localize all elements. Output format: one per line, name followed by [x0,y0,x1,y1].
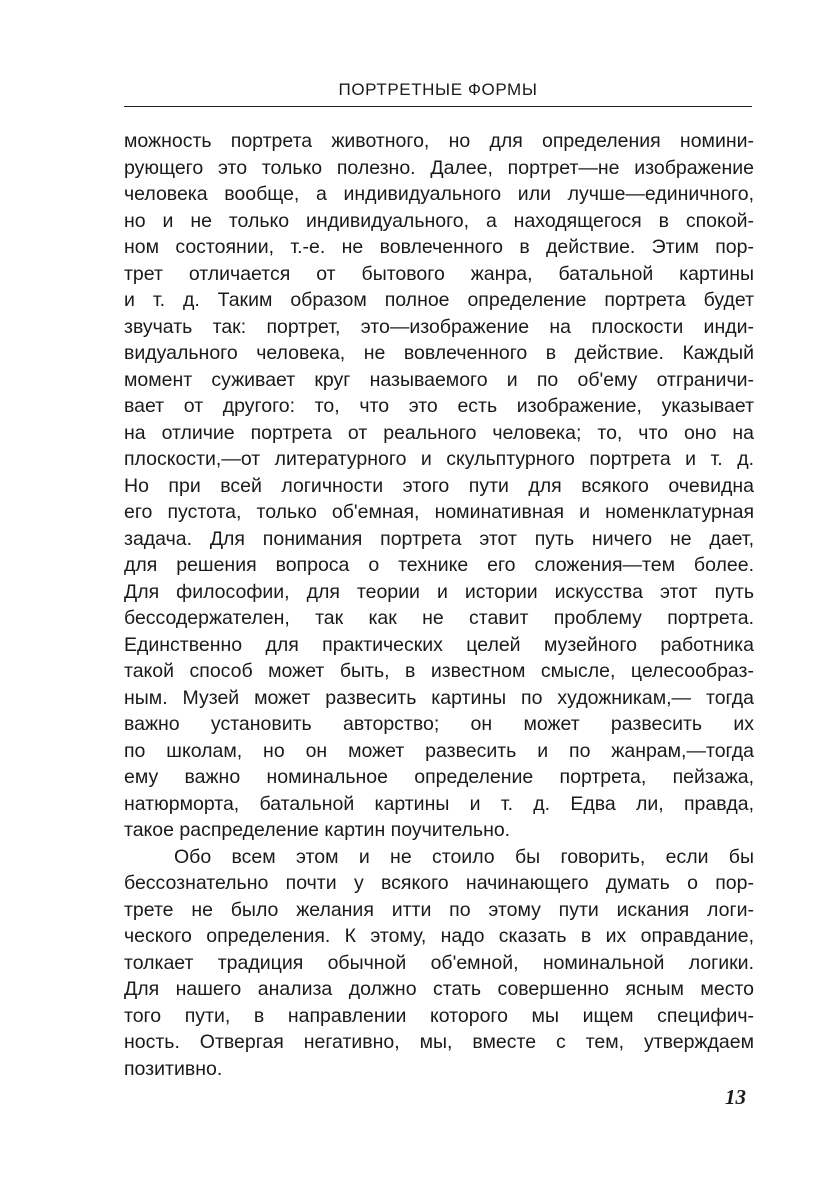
text-line: такое распределение картин поучительно. [124,819,511,841]
text-line: для решения вопроса о технике его сложения—тем более. [124,554,754,576]
text-line: по школам, но он может развесить и по жанрам,—тогда [124,739,754,762]
text-line: натюрморта, батальной картины и т. д. Едва ли, правда, [124,792,754,815]
text-line: ном состоянии, т.-е. не вовлеченного в действие. Этим пор- [124,236,754,258]
text-line: можность портрета животного, но для определения номини- [124,130,754,152]
text-line: ным. Музей может развесить картины по художникам,— тогда [124,686,754,709]
text-line: ность. Отвергая негативно, мы, вместе с тем, утверждаем [124,1031,754,1053]
text-line: Для нашего анализа должно стать совершенно ясным место [124,978,754,1000]
text-line: но и не только индивидуального, а находящегося в спокой- [124,209,754,232]
text-line: ческого определения. К этому, надо сказать в их оправдание, [124,925,754,947]
text-line: рующего это только полезно. Далее, портрет—не изображение [124,156,754,179]
header-rule [124,106,752,107]
text-line: того пути, в направлении которого мы ищем специфич- [124,1004,754,1027]
text-line: момент суживает круг называемого и по об'ему отграничи- [124,368,754,391]
text-line: трет отличается от бытового жанра, батальной картины [124,262,754,285]
text-line: звучать так: портрет, это—изображение на плоскости инди- [124,315,754,338]
body-text [124,128,754,1082]
text-line: плоскости,—от литературного и скульптурного портрета и т. д. [124,448,754,470]
text-line: его пустота, только об'емная, номинативная и номенклатурная [124,501,754,523]
text-line: вает от другого: то, что это есть изображение, указывает [124,395,754,417]
text-line: Для философии, для теории и истории искусства этот путь [124,580,754,603]
text-line: трете не было желания итти по этому пути искания логи- [124,898,754,921]
paragraph-2 [124,844,754,1083]
text-line: ему важно номинальное определение портрета, пейзажа, [124,766,754,788]
text-line: бессодержателен, так как не ставит проблему портрета. [124,607,754,629]
text-line: на отличие портрета от реального человека; то, что оно на [124,421,754,444]
text-line: и т. д. Таким образом полное определение портрета будет [124,289,754,311]
text-line: важно установить авторство; он может развесить их [124,713,754,735]
running-head-title: ПОРТРЕТНЫЕ ФОРМЫ [338,80,538,99]
text-line: бессознательно почти у всякого начинающего думать о пор- [124,872,754,894]
text-line: человека вообще, а индивидуального или лучше—единичного, [124,183,754,205]
text-line: толкает традиция обычной об'емной, номинальной логики. [124,951,754,974]
text-line: Но при всей логичности этого пути для всякого очевидна [124,474,754,497]
text-line: такой способ может быть, в известном смысле, целесообраз- [124,660,754,682]
text-line: задача. Для понимания портрета этот путь ничего не дает, [124,527,754,550]
text-line: видуального человека, не вовлеченного в действие. Каждый [124,342,754,364]
page-number: 13 [725,1085,746,1109]
text-line: Единственно для практических целей музейного работника [124,633,754,656]
paragraph-1 [124,128,754,844]
text-line: Обо всем этом и не стоило бы говорить, если бы [174,845,754,868]
text-line: позитивно. [124,1057,223,1080]
